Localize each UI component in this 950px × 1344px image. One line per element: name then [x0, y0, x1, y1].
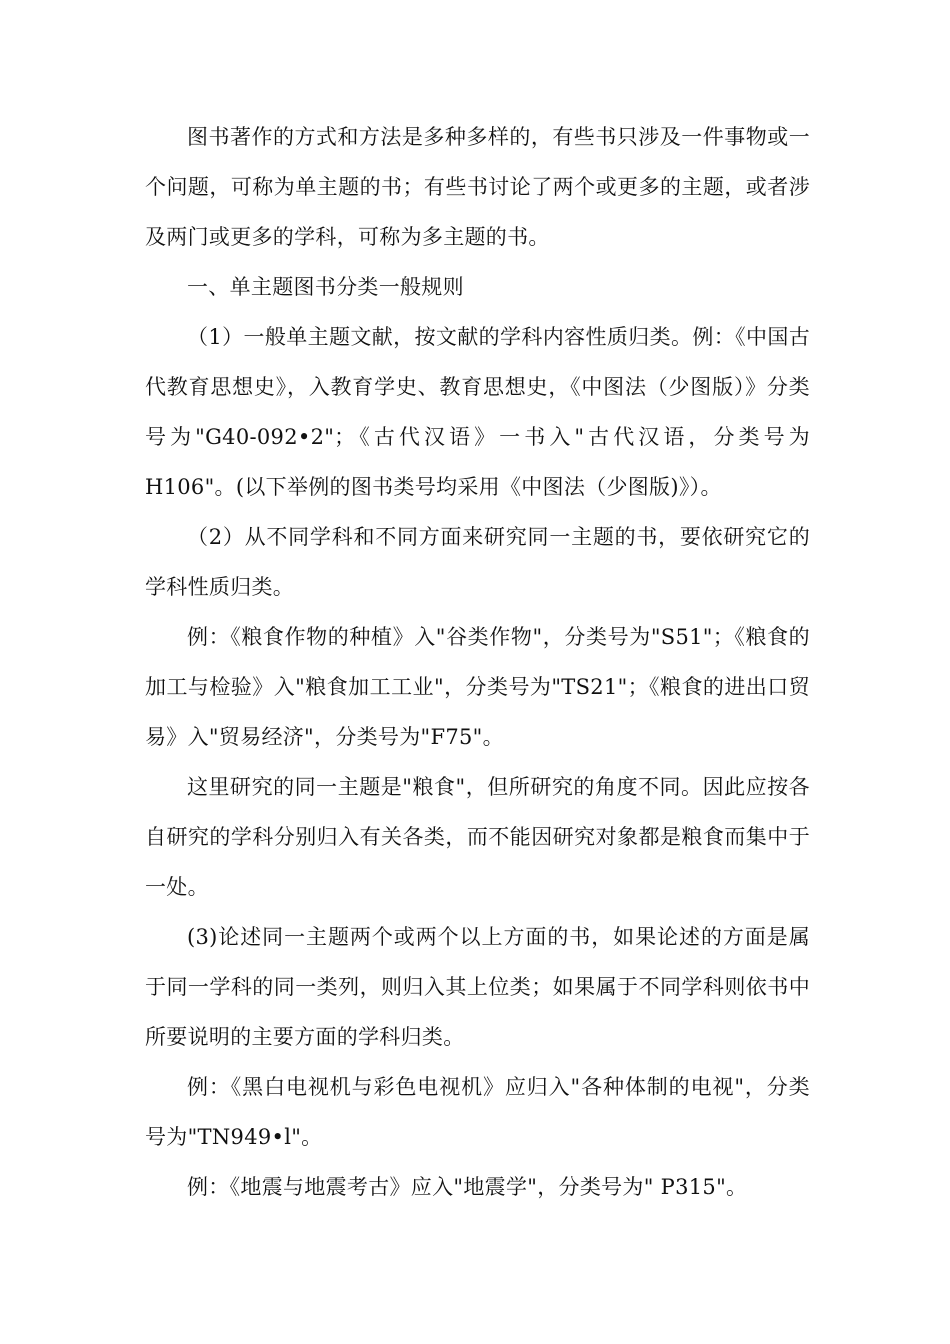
paragraph-example-earthquake: 例：《地震与地震考古》应入"地震学"，分类号为" P315"。 — [187, 1175, 748, 1199]
paragraph-example-tv: 例：《黑白电视机与彩色电视机》应归入"各种体制的电视"，分类号为"TN949•l"。 — [145, 1075, 810, 1149]
paragraph-example-grain: 例：《粮食作物的种植》入"谷类作物"，分类号为"S51"；《粮食的加工与检验》入"粮食加工工业"，分类号为"TS21"；《粮食的进出口贸易》入"贸易经济"，分类号为"F75"。 — [145, 625, 810, 749]
paragraph-rule-3: (3)论述同一主题两个或两个以上方面的书，如果论述的方面是属于同一学科的同一类列，则归入其上位类；如果属于不同学科则依书中所要说明的主要方面的学科归类。 — [145, 925, 810, 1049]
section-heading: 一、单主题图书分类一般规则 — [187, 275, 464, 299]
paragraph-explanation: 这里研究的同一主题是"粮食"，但所研究的角度不同。因此应按各自研究的学科分别归入有关各类，而不能因研究对象都是粮食而集中于一处。 — [145, 775, 810, 899]
paragraph-rule-2: （2）从不同学科和不同方面来研究同一主题的书，要依研究它的学科性质归类。 — [145, 525, 810, 599]
paragraph-rule-1: （1）一般单主题文献，按文献的学科内容性质归类。例：《中国古代教育思想史》，入教育学史、教育思想史，《中图法（少图版）》分类号为"G40-092•2"；《古代汉语》一书入"古代汉语，分类号为H106"。(以下举例的图书类号均采用《中图法（少图版)》）。 — [145, 325, 810, 499]
paragraph-intro: 图书著作的方式和方法是多种多样的，有些书只涉及一件事物或一个问题，可称为单主题的书；有些书讨论了两个或更多的主题，或者涉及两门或更多的学科，可称为多主题的书。 — [145, 125, 810, 249]
document-body — [145, 112, 810, 1212]
